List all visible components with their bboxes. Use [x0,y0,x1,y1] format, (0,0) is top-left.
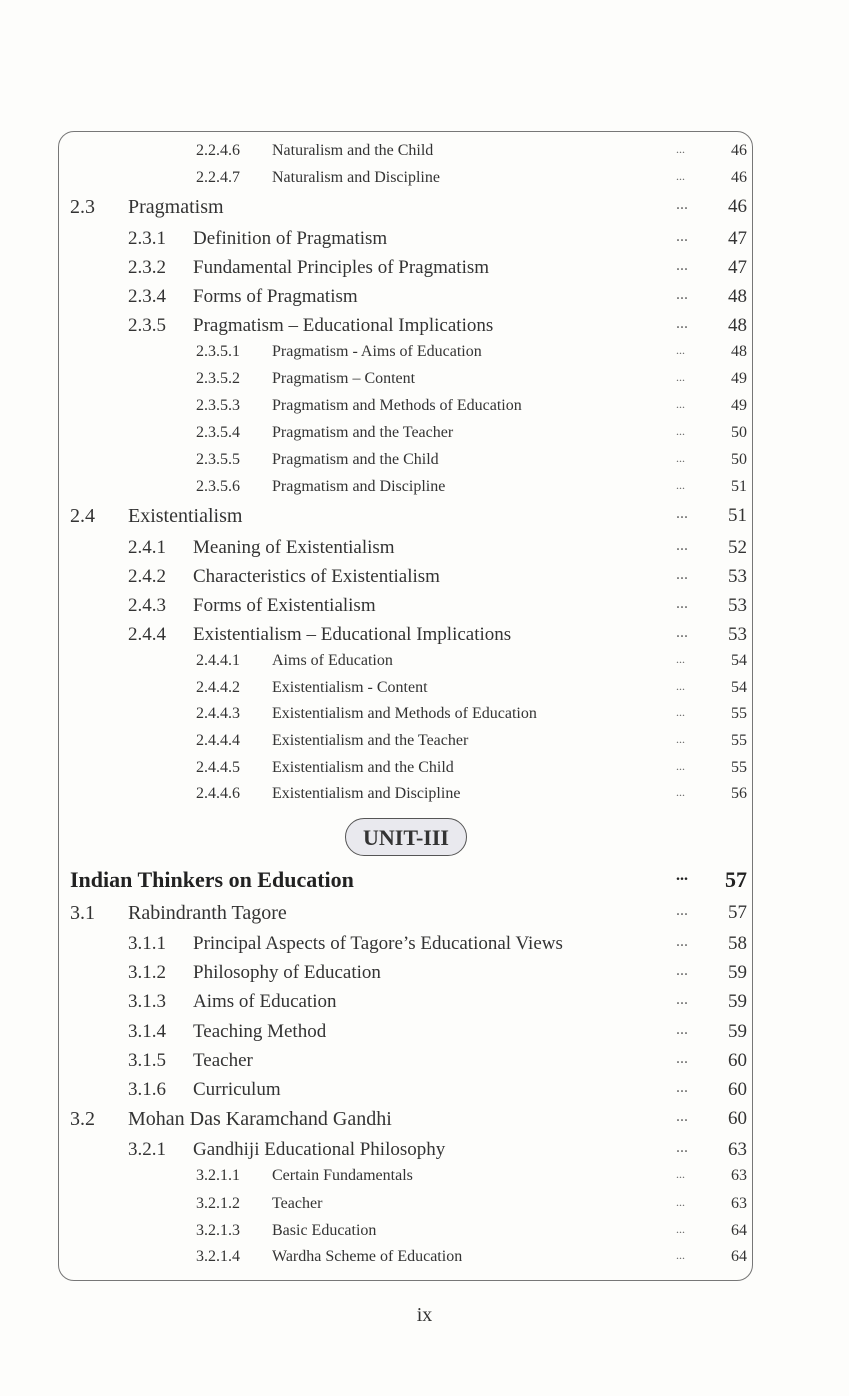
entry-leader: ... [676,1050,688,1067]
entry-leader: ... [676,451,685,465]
entry-num: 2.4.4.1 [196,652,240,669]
entry-page: 55 [731,705,747,722]
entry-num: 3.2.1.3 [196,1222,240,1239]
toc-entry[interactable] [0,505,849,533]
toc-entry[interactable] [0,732,849,760]
entry-page: 50 [731,424,747,441]
entry-leader: ... [676,705,685,719]
toc-entry[interactable] [0,1195,849,1223]
entry-page: 53 [728,595,747,616]
unit-badge: UNIT-III [345,818,467,856]
toc-entry[interactable] [0,343,849,371]
toc-entry[interactable] [0,537,849,565]
toc-entry[interactable] [0,196,849,224]
entry-title: Existentialism [128,505,243,527]
entry-title: Characteristics of Existentialism [193,566,440,587]
entry-leader: ... [676,343,685,357]
entry-leader: ... [676,1108,688,1125]
entry-num: 2.4.2 [128,566,166,587]
entry-page: 60 [728,1108,747,1129]
entry-leader: ... [676,566,688,583]
entry-title: Gandhiji Educational Philosophy [193,1139,446,1160]
entry-title: Certain Fundamentals [272,1167,413,1184]
toc-entry[interactable] [0,624,849,652]
entry-num: 3.2.1 [128,1139,166,1160]
toc-entry[interactable] [0,902,849,930]
toc-entry[interactable] [0,991,849,1019]
toc-entry[interactable] [0,1108,849,1136]
entry-leader: ... [676,537,688,554]
entry-page: 64 [731,1222,747,1239]
entry-page: 51 [731,478,747,495]
entry-num: 2.4.4.4 [196,732,240,749]
entry-num: 2.4.4.3 [196,705,240,722]
entry-title: Pragmatism – Content [272,370,416,387]
entry-num: 2.3 [70,196,95,218]
entry-leader: ... [676,1248,685,1262]
entry-page: 54 [731,679,747,696]
toc-entry[interactable] [0,759,849,787]
entry-num: 2.4.4.5 [196,759,240,776]
entry-page: 56 [731,785,747,802]
entry-num: 3.1.3 [128,991,166,1012]
entry-leader: ... [676,1079,688,1096]
entry-leader: ... [676,286,688,303]
entry-page: 47 [728,257,747,278]
entry-num: 2.3.4 [128,286,166,307]
entry-num: 2.3.2 [128,257,166,278]
toc-entry[interactable] [0,962,849,990]
entry-page: 51 [728,505,747,526]
entry-num: 2.3.5.1 [196,343,240,360]
entry-title: Wardha Scheme of Education [272,1248,463,1265]
entry-page: 54 [731,652,747,669]
entry-num: 3.1.5 [128,1050,166,1071]
entry-page: 57 [728,902,747,923]
entry-page: 48 [728,286,747,307]
entry-leader: ... [676,732,685,746]
entry-num: 2.3.5.3 [196,397,240,414]
entry-leader: ... [676,1139,688,1156]
entry-leader: ... [676,785,685,799]
toc-entry[interactable] [0,1248,849,1276]
entry-title: Aims of Education [193,991,337,1012]
toc-entry[interactable] [0,424,849,452]
entry-num: 3.1.2 [128,962,166,983]
entry-leader: ... [676,991,688,1008]
entry-title: Fundamental Principles of Pragmatism [193,257,490,278]
entry-leader: ... [676,228,688,245]
toc-entry[interactable] [0,785,849,813]
entry-page: 59 [728,991,747,1012]
toc-entry[interactable] [0,679,849,707]
entry-leader: ... [676,315,688,332]
entry-page: 52 [728,537,747,558]
entry-title: Forms of Existentialism [193,595,376,616]
entry-num: 2.3.5.6 [196,478,240,495]
entry-leader: ... [676,370,685,384]
entry-page: 53 [728,624,747,645]
entry-title: Philosophy of Education [193,962,381,983]
entry-num: 2.3.5.2 [196,370,240,387]
page-number: ix [416,1304,433,1326]
entry-page: 63 [728,1139,747,1160]
entry-title: Existentialism – Educational Implications [193,624,512,645]
toc-entry[interactable] [0,451,849,479]
entry-num: 2.2.4.6 [196,142,240,159]
toc-entry[interactable] [0,315,849,343]
entry-page: 46 [728,196,747,217]
entry-num: 2.3.5 [128,315,166,336]
entry-page: 58 [728,933,747,954]
entry-title: Pragmatism – Educational Implications [193,315,494,336]
entry-title: Existentialism and the Child [272,759,454,776]
entry-leader: ... [676,962,688,979]
entry-page: 63 [731,1195,747,1212]
entry-title: Meaning of Existentialism [193,537,395,558]
entry-num: 2.3.5.5 [196,451,240,468]
toc-entry[interactable] [0,652,849,680]
entry-leader: ... [676,867,688,884]
entry-title: Rabindranth Tagore [128,902,287,924]
entry-page: 59 [728,962,747,983]
entry-num: 3.2.1.1 [196,1167,240,1184]
toc-entry[interactable] [0,169,849,197]
entry-title: Mohan Das Karamchand Gandhi [128,1108,392,1130]
entry-title: Naturalism and Discipline [272,169,440,186]
entry-page: 55 [731,759,747,776]
entry-leader: ... [676,196,688,213]
entry-title: Existentialism - Content [272,679,428,696]
entry-title: Pragmatism [128,196,224,218]
toc-entry[interactable] [0,705,849,733]
entry-title: Pragmatism and Discipline [272,478,446,495]
entry-leader: ... [676,1195,685,1209]
entry-title: Pragmatism and Methods of Education [272,397,522,414]
toc-entry[interactable] [0,370,849,398]
entry-leader: ... [676,169,685,183]
toc-entry[interactable] [0,1050,849,1078]
entry-num: 2.4.4 [128,624,166,645]
toc-entry[interactable] [0,257,849,285]
entry-title: Existentialism and Discipline [272,785,461,802]
entry-page: 60 [728,1079,747,1100]
entry-title: Teacher [193,1050,253,1071]
entry-leader: ... [676,759,685,773]
entry-num: 2.2.4.7 [196,169,240,186]
entry-num: 2.3.1 [128,228,166,249]
entry-page: 50 [731,451,747,468]
entry-num: 3.1 [70,902,95,924]
entry-title: Basic Education [272,1222,377,1239]
entry-leader: ... [676,505,688,522]
entry-num: 3.1.1 [128,933,166,954]
entry-title: Teaching Method [193,1021,327,1042]
entry-leader: ... [676,624,688,641]
entry-num: 2.3.5.4 [196,424,240,441]
entry-leader: ... [676,679,685,693]
entry-leader: ... [676,902,688,919]
entry-leader: ... [676,652,685,666]
entry-num: 3.1.6 [128,1079,166,1100]
entry-title: Existentialism and the Teacher [272,732,469,749]
entry-leader: ... [676,1222,685,1236]
entry-page: 57 [725,867,747,892]
entry-page: 60 [728,1050,747,1071]
entry-leader: ... [676,142,685,156]
entry-title: Definition of Pragmatism [193,228,388,249]
entry-leader: ... [676,257,688,274]
toc-entry[interactable] [0,397,849,425]
toc-entry[interactable] [0,595,849,623]
toc-entry[interactable] [0,1079,849,1107]
entry-num: 2.4.1 [128,537,166,558]
unit-heading-row[interactable] [0,867,849,895]
entry-page: 49 [731,397,747,414]
entry-num: 2.4 [70,505,95,527]
entry-page: 46 [731,169,747,186]
entry-num: 3.1.4 [128,1021,166,1042]
toc-entry[interactable] [0,933,849,961]
toc-entry[interactable] [0,286,849,314]
toc-entry[interactable] [0,1139,849,1167]
entry-page: 53 [728,566,747,587]
entry-page: 48 [728,315,747,336]
entry-leader: ... [676,933,688,950]
entry-title: Forms of Pragmatism [193,286,358,307]
entry-title: Naturalism and the Child [272,142,434,159]
toc-entry[interactable] [0,566,849,594]
entry-page: 63 [731,1167,747,1184]
entry-title: Pragmatism and the Child [272,451,439,468]
entry-num: 2.4.4.6 [196,785,240,802]
entry-title: Existentialism and Methods of Education [272,705,537,722]
entry-page: 46 [731,142,747,159]
entry-leader: ... [676,397,685,411]
entry-title: Curriculum [193,1079,281,1100]
entry-num: 2.4.3 [128,595,166,616]
entry-leader: ... [676,1021,688,1038]
entry-page: 59 [728,1021,747,1042]
entry-num: 2.4.4.2 [196,679,240,696]
toc-entry[interactable] [0,1167,849,1195]
entry-page: 64 [731,1248,747,1265]
toc-entry[interactable] [0,478,849,506]
entry-leader: ... [676,424,685,438]
entry-title: Teacher [272,1195,323,1212]
toc-entry[interactable] [0,1021,849,1049]
entry-page: 55 [731,732,747,749]
entry-page: 48 [731,343,747,360]
entry-title: Principal Aspects of Tagore’s Educational Views [193,933,563,954]
entry-leader: ... [676,478,685,492]
entry-title: Pragmatism - Aims of Education [272,343,482,360]
entry-num: 3.2 [70,1108,95,1130]
entry-num: 3.2.1.4 [196,1248,240,1265]
entry-leader: ... [676,595,688,612]
toc-entry[interactable] [0,228,849,256]
toc-entry[interactable] [0,142,849,170]
entry-page: 47 [728,228,747,249]
entry-page: 49 [731,370,747,387]
entry-leader: ... [676,1167,685,1181]
entry-title: Pragmatism and the Teacher [272,424,454,441]
toc-entry[interactable] [0,1222,849,1250]
entry-title: Aims of Education [272,652,393,669]
entry-num: 3.2.1.2 [196,1195,240,1212]
entry-title: Indian Thinkers on Education [70,867,354,892]
